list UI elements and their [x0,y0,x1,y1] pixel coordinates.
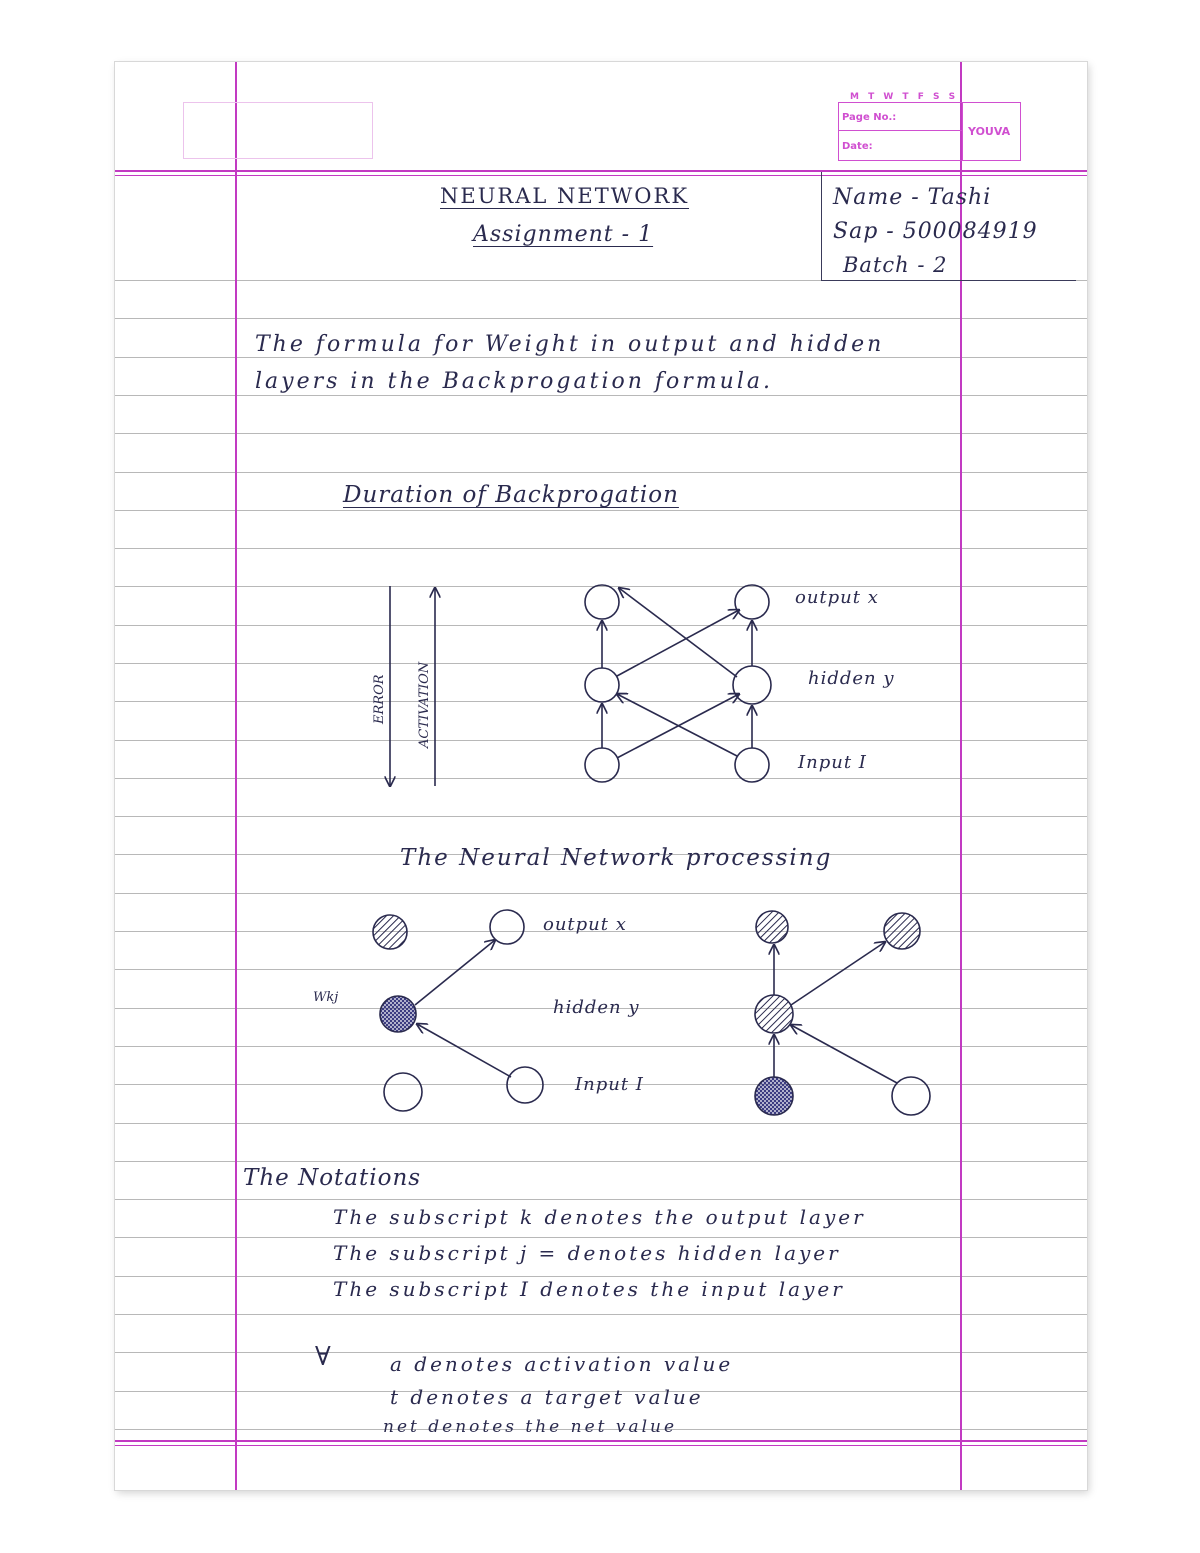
notations-heading: The Notations [243,1165,422,1191]
diagram2-output-label: output x [543,914,627,935]
right-input-node-active [755,1077,793,1115]
right-output-node-b [884,913,920,949]
bleed-through-box [183,102,373,159]
right-hidden-node [755,995,793,1033]
ruled-line [115,1161,1087,1162]
weight-label: Wkj [313,990,339,1005]
definition-line: net denotes the net value [383,1417,678,1437]
left-input-node-a [384,1073,422,1111]
left-output-node-active [373,915,407,949]
error-label: ERROR [372,674,387,724]
notation-line: The subscript j = denotes hidden layer [333,1241,841,1265]
ruled-line [115,893,1087,894]
notation-line: The subscript k denotes the output layer [333,1205,866,1229]
ruled-line [115,1314,1087,1315]
ruled-line [115,548,1087,549]
definition-line: a denotes activation value [390,1352,734,1376]
page-no-label: Page No.: [842,112,897,123]
student-name: Name - Tashi [833,185,992,210]
bottom-margin-line-2 [115,1445,1087,1446]
left-margin-line [235,62,237,1490]
diagram1-heading: Duration of Backprogation [343,482,679,508]
notation-line: The subscript I denotes the input layer [333,1277,845,1301]
page-subtitle: Assignment - 1 [473,222,654,247]
node-left-mid [585,668,619,702]
student-batch: Batch - 2 [843,253,948,277]
ruled-line [115,816,1087,817]
diagram1-hidden-label: hidden y [808,668,895,689]
notebook-page [115,62,1087,1490]
ruled-line [115,357,1087,358]
backprop-diagram [355,572,775,812]
diagram1-output-label: output x [795,587,879,608]
diagram2-heading: The Neural Network processing [400,845,833,871]
date-label: Date: [842,141,873,152]
page-title: NEURAL NETWORK [440,184,690,208]
left-input-node-b [507,1067,543,1103]
node-right-top [735,585,769,619]
ruled-line [115,1199,1087,1200]
intro-line-1: The formula for Weight in output and hidden [255,332,885,357]
left-output-node [490,910,524,944]
diagram2-hidden-label: hidden y [553,997,640,1018]
node-right-bottom [735,748,769,782]
diagram2-input-label: Input I [575,1074,644,1095]
student-sap: Sap - 500084919 [833,219,1038,244]
node-left-top [585,585,619,619]
ruled-line [115,433,1087,434]
ruled-line [115,395,1087,396]
node-left-bottom [585,748,619,782]
right-output-node-a [756,911,788,943]
weekdays-row: M T W T F S S [850,92,959,102]
ruled-line [115,1237,1087,1238]
diagram1-input-label: Input I [798,752,867,773]
bottom-margin-line [115,1440,1087,1442]
ruled-line [115,510,1087,511]
definition-line: t denotes a target value [390,1385,704,1409]
left-hidden-node-active [380,996,416,1032]
right-input-node [892,1077,930,1115]
processing-diagram [355,897,955,1127]
forall-symbol: ∀ [315,1342,332,1372]
intro-line-2: layers in the Backprogation formula. [255,369,773,394]
brand-logo: YOUVA [968,125,1011,138]
ruled-line [115,318,1087,319]
node-right-mid [733,666,771,704]
ruled-line [115,472,1087,473]
activation-label: ACTIVATION [417,661,432,748]
